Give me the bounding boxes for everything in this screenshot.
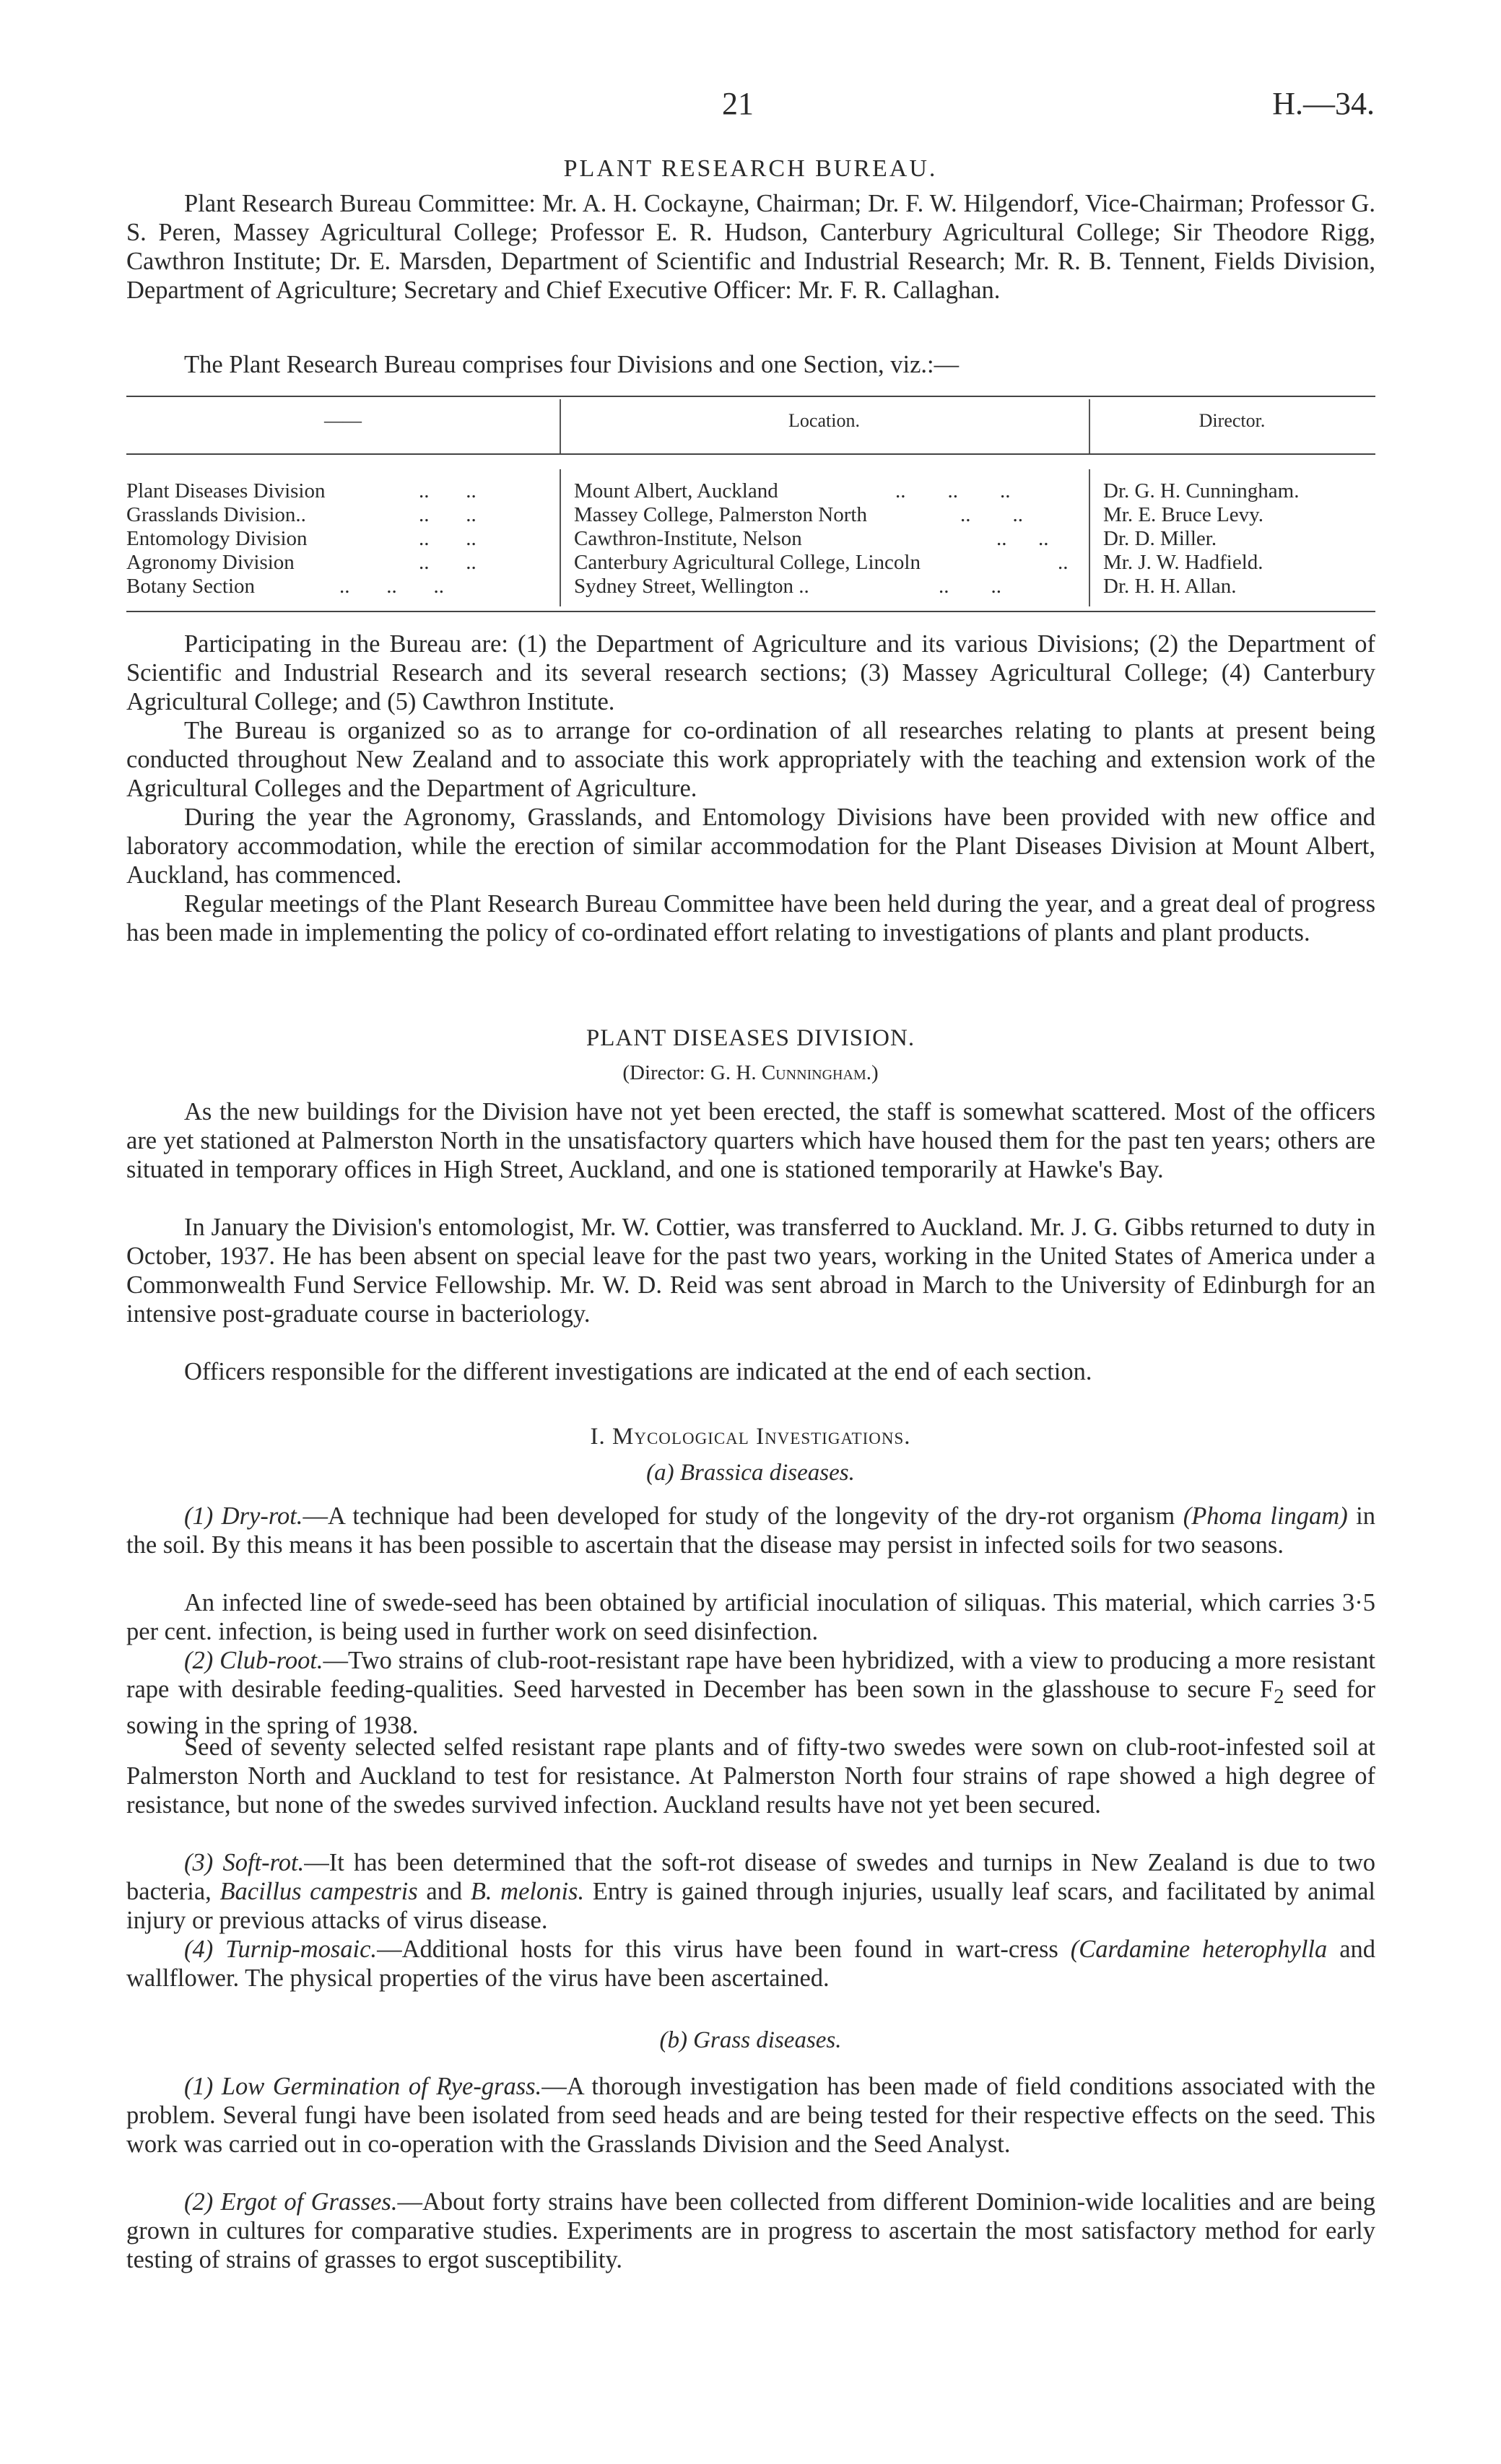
table-cell-location: Sydney Street, Wellington .. — [574, 575, 809, 598]
body-paragraph: Regular meetings of the Plant Research Bureau Committee have been held during the year, and a great deal of progress has been made in implementing the policy of co-ordinated effort relating to investigations of plants and plant products. — [126, 890, 1375, 946]
table-header-rule — [126, 453, 1375, 455]
table-body-divider — [560, 469, 561, 606]
director-label: (Director: — [622, 1061, 705, 1084]
club-root-label: (2) Club-root. — [184, 1647, 323, 1674]
leader-dots: .. .. — [419, 479, 477, 502]
table-cell-division: Entomology Division — [126, 527, 308, 550]
ergot-label: (2) Ergot of Grasses. — [184, 2188, 398, 2216]
table-cell-division: Plant Diseases Division — [126, 479, 326, 502]
table-cell-location: Cawthron-Institute, Nelson — [574, 527, 802, 550]
table-cell-director: Mr. J. W. Hadfield. — [1103, 551, 1263, 574]
subsection-title: I. Mycological Investigations. — [590, 1424, 911, 1450]
body-paragraph: An infected line of swede-seed has been obtained by artificial inoculation of siliquas. This material, which carries 3·5 per cent. infection, is being used in further work on seed disinfection. — [126, 1589, 1375, 1645]
table-body-divider — [1089, 469, 1090, 606]
leader-dots: .. .. — [419, 551, 477, 574]
table-header-director: Director. — [1198, 410, 1266, 431]
dry-rot-paragraph: (1) Dry-rot.—A technique had been developed for study of the longevity of the dry-rot organism (Phoma lingam) in the soil. By this means it has been possible to ascertain that the disease may persist in infected soils for two seasons. — [126, 1502, 1375, 1559]
table-header-location: Location. — [788, 410, 860, 431]
table-cell-location: Mount Albert, Auckland — [574, 479, 778, 502]
turnip-mosaic-paragraph: (4) Turnip-mosaic.—Additional hosts for this virus have been found in wart-cress (Cardamine heterophylla and wallflower. The physical properties of the virus have been ascertained. — [126, 1936, 1376, 1992]
body-paragraph: In January the Division's entomologist, Mr. W. Cottier, was transferred to Auckland. Mr. J. G. Gibbs returned to duty in October, 1937. He has been absent on special leave for the past two years, working in the United States of America under a Commonwealth Fund Service Fellowship. Mr. W. D. Reid was sent abroad in March to the University of Edinburgh for an intensive post-graduate course in bacteriology. — [126, 1214, 1375, 1328]
dry-rot-label: (1) Dry-rot. — [184, 1502, 303, 1530]
club-root-paragraph: (2) Club-root.—Two strains of club-root-resistant rape have been hybridized, with a view to producing a more resistant rape with desirable feeding-qualities. Seed harvested in December has been sown in the glasshouse to secure $F_2$ seed for sowing in the spring of 1938. — [126, 1647, 1376, 1739]
body-paragraph: Participating in the Bureau are: (1) the Department of Agriculture and its various Divisions; (2) the Department of Scientific and Industrial Research and its several research sections; (3) Massey Agricultural College; (4) Canterbury Agricultural College; and (5) Cawthron Institute. — [126, 630, 1375, 715]
soft-rot-paragraph: (3) Soft-rot.—It has been determined that the soft-rot disease of swedes and turnips in New Zealand is due to two bacteria, Bacillus campestris and B. melonis. Entry is gained through injuries, usually leaf scars, and facilitated by animal injury or previous attacks of virus disease. — [126, 1849, 1376, 1934]
table-cell-location: Massey College, Palmerston North — [574, 503, 867, 526]
main-title: PLANT RESEARCH BUREAU. — [563, 155, 938, 182]
leader-dots: .. .. — [939, 575, 1001, 598]
leader-dots: .. .. — [419, 527, 477, 550]
document-reference: H.—34. — [1272, 86, 1375, 121]
rye-grass-paragraph: (1) Low Germination of Rye-grass.—A thorough investigation has been made of field conditions associated with the problem. Several fungi have been isolated from seed heads and are being tested for their respective effects on the seed. This work was carried out in co-operation with the Grasslands Division and the Seed Analyst. — [126, 2073, 1375, 2158]
table-bottom-rule — [126, 611, 1375, 612]
page-header — [0, 85, 1501, 129]
turnip-mosaic-label: (4) Turnip-mosaic. — [184, 1936, 378, 1963]
body-paragraph: As the new buildings for the Division have not yet been erected, the staff is somewhat scattered. Most of the officers are yet stationed at Palmerston North in the unsatisfactory quarters which have housed them for the past ten years; others are situated in temporary offices in High Street, Auckland, and one is stationed temporarily at Hawke's Bay. — [126, 1098, 1375, 1183]
body-paragraph: Seed of seventy selected selfed resistant rape plants and of fifty-two swedes were sown on club-root-infested soil at Palmerston North and Auckland to test for resistance. At Palmerston North four strains of rape showed a high degree of resistance, but none of the swedes survived infection. Auckland results have not yet been secured. — [126, 1733, 1375, 1819]
page-number: 21 — [722, 86, 754, 121]
table-top-rule — [126, 396, 1375, 397]
body-paragraph: Officers responsible for the different investigations are indicated at the end of each section. — [184, 1358, 1092, 1385]
body-paragraph: During the year the Agronomy, Grasslands, and Entomology Divisions have been provided with new office and laboratory accommodation, while the erection of similar accommodation for the Plant Diseases Division at Mount Albert, Auckland, has commenced. — [126, 804, 1375, 889]
leader-dots: .. .. — [419, 503, 477, 526]
subheading-grass: (b) Grass diseases. — [659, 2027, 842, 2053]
rye-grass-label: (1) Low Germination of Rye-grass. — [184, 2073, 542, 2100]
ergot-paragraph: (2) Ergot of Grasses.—About forty strains have been collected from different Dominion-wide localities and are being grown in cultures for comparative studies. Experiments are in progress to ascertain the most satisfactory method for early testing of strains of grasses to ergot susceptibility. — [126, 2188, 1375, 2273]
leader-dots: .. .. .. — [339, 575, 444, 598]
table-cell-location: Canterbury Agricultural College, Lincoln — [574, 551, 921, 574]
table-cell-director: Mr. E. Bruce Levy. — [1103, 503, 1264, 526]
section-title: PLANT DISEASES DIVISION. — [586, 1025, 915, 1051]
soft-rot-label: (3) Soft-rot. — [184, 1849, 305, 1876]
body-paragraph: The Bureau is organized so as to arrange for co-ordination of all researches relating to plants at present being conducted throughout New Zealand and to associate this work appropriately with the teaching and extension work of the Agricultural Colleges and the Department of Agriculture. — [126, 717, 1375, 802]
leader-dots: .. .. — [996, 527, 1049, 550]
comprises-line: The Plant Research Bureau comprises four Divisions and one Section, viz.:— — [184, 351, 960, 378]
committee-paragraph: Plant Research Bureau Committee: Mr. A. H. Cockayne, Chairman; Dr. F. W. Hilgendorf, Vice-Chairman; Professor G. S. Peren, Massey Agricultural College; Professor E. R. Hudson, Canterbury Agricultural College; Sir Theodore Rigg, Cawthron Institute; Dr. E. Marsden, Department of Scientific and Industrial Research; Mr. R. B. Tennent, Fields Division, Department of Agriculture; Secretary and Chief Executive Officer: Mr. F. R. Callaghan. — [126, 190, 1375, 304]
director-name: G. H. Cunningham.) — [710, 1061, 879, 1084]
director-line — [0, 1061, 1501, 1085]
table-cell-division: Grasslands Division.. — [126, 503, 306, 526]
subheading-brassica: (a) Brassica diseases. — [646, 1460, 855, 1486]
table-header-division: —— — [324, 410, 362, 431]
table-cell-director: Dr. D. Miller. — [1103, 527, 1217, 550]
table-cell-director: Dr. H. H. Allan. — [1103, 575, 1237, 598]
table-cell-division: Agronomy Division — [126, 551, 295, 574]
table-cell-division: Botany Section — [126, 575, 256, 598]
leader-dots: .. .. — [960, 503, 1023, 526]
leader-dots: .. .. .. — [895, 479, 1011, 502]
table-cell-director: Dr. G. H. Cunningham. — [1103, 479, 1300, 502]
leader-dots: .. — [1058, 551, 1069, 574]
